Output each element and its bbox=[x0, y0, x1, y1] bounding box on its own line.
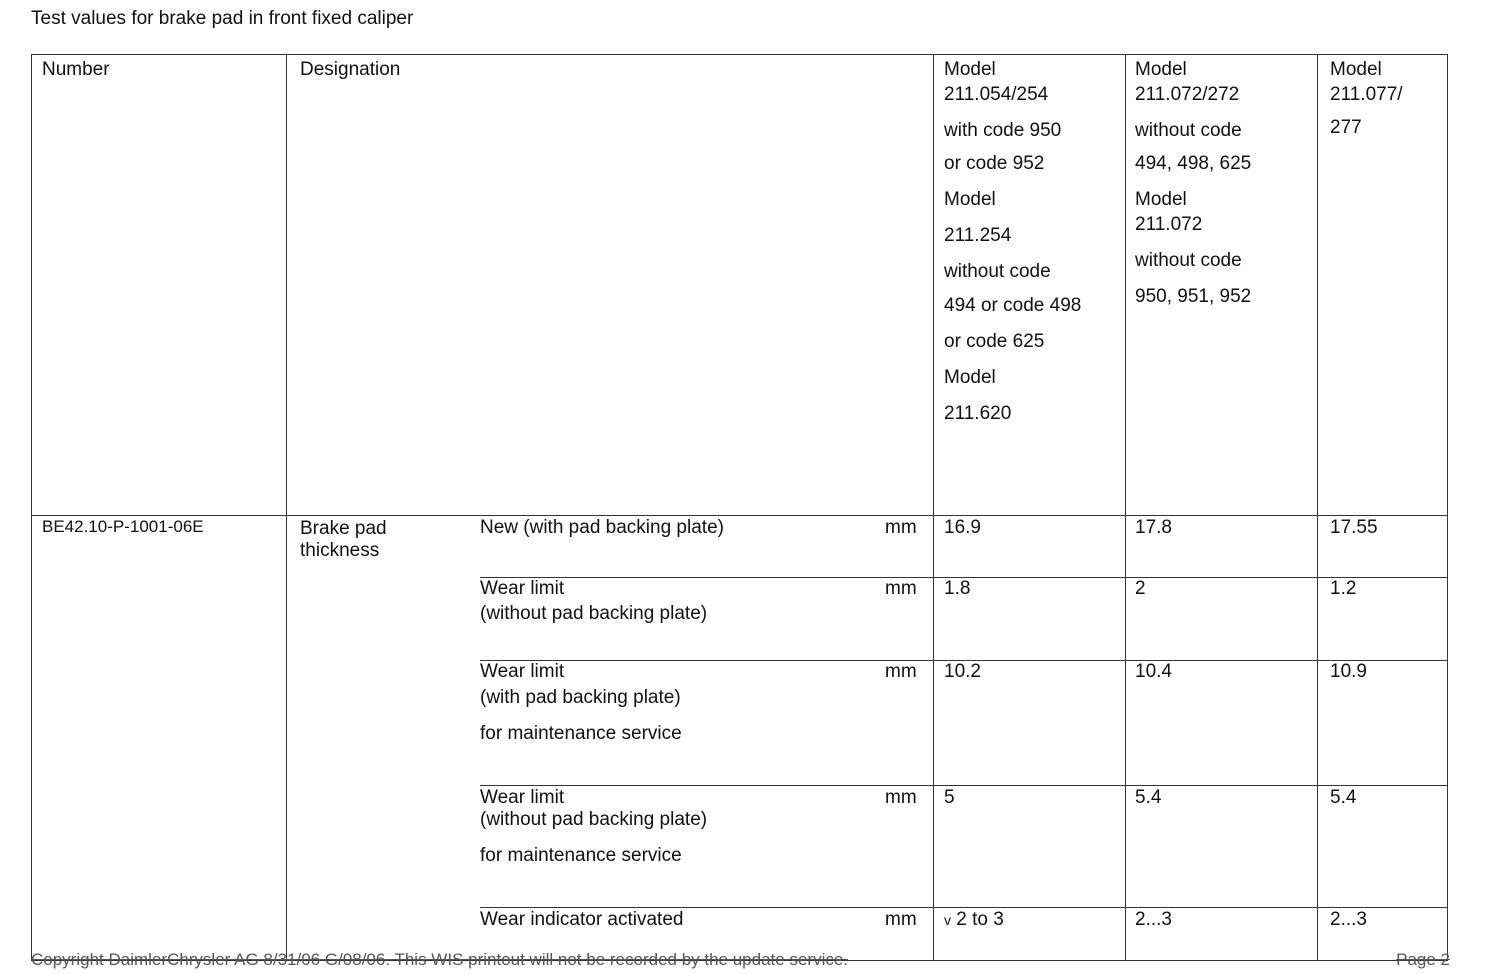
item-label: Wear limit bbox=[480, 787, 565, 808]
header-col2-line: Model bbox=[1135, 59, 1187, 80]
item-value: 2 to 3 bbox=[956, 909, 1004, 930]
header-col2-line: without code bbox=[1135, 120, 1242, 141]
header-number: Number bbox=[42, 59, 110, 80]
header-col1-line: 211.254 bbox=[944, 225, 1012, 246]
header-col1-line: with code 950 bbox=[944, 120, 1062, 141]
header-designation: Designation bbox=[300, 59, 401, 80]
item-value-4-1 bbox=[944, 909, 1004, 931]
row-designation-line: Brake pad bbox=[300, 518, 387, 539]
item-label: Wear indicator activated bbox=[480, 909, 684, 930]
item-unit: mm bbox=[885, 909, 917, 930]
item-value: 1.8 bbox=[944, 578, 971, 599]
item-value: 2...3 bbox=[1135, 909, 1172, 930]
item-label: (without pad backing plate) bbox=[480, 809, 708, 830]
header-col2-line: 211.072/272 bbox=[1135, 84, 1240, 105]
item-value: 5.4 bbox=[1330, 787, 1357, 808]
item-unit: mm bbox=[885, 578, 917, 599]
item-label: (without pad backing plate) bbox=[480, 603, 708, 624]
item-value: 10.9 bbox=[1330, 661, 1367, 682]
item-label: (with pad backing plate) bbox=[480, 687, 681, 708]
test-values-table bbox=[31, 54, 1448, 961]
row-divider-header bbox=[31, 515, 1448, 516]
header-col2-line: without code bbox=[1135, 250, 1242, 271]
item-unit: mm bbox=[885, 517, 917, 538]
item-value: 17.55 bbox=[1330, 517, 1378, 538]
item-value: 1.2 bbox=[1330, 578, 1357, 599]
header-col1-line: Model bbox=[944, 59, 996, 80]
item-unit: mm bbox=[885, 661, 917, 682]
col-divider-designation bbox=[933, 54, 934, 961]
item-value: 2 bbox=[1135, 578, 1146, 599]
header-col1-line: 211.054/254 bbox=[944, 84, 1049, 105]
page-title: Test values for brake pad in front fixed caliper bbox=[31, 8, 414, 29]
item-value: 5 bbox=[944, 787, 955, 808]
row-divider-4 bbox=[480, 907, 1448, 908]
header-col1-line: or code 952 bbox=[944, 153, 1045, 174]
item-unit: mm bbox=[885, 787, 917, 808]
item-value: 2...3 bbox=[1330, 909, 1367, 930]
col-divider-number bbox=[286, 54, 287, 961]
header-col3-line: Model bbox=[1330, 59, 1382, 80]
item-label: for maintenance service bbox=[480, 723, 682, 744]
item-label: Wear limit bbox=[480, 578, 565, 599]
header-col1-line: Model bbox=[944, 367, 996, 388]
row-number: BE42.10-P-1001-06E bbox=[42, 517, 204, 536]
row-divider-3 bbox=[480, 785, 1448, 786]
header-col2-line: 494, 498, 625 bbox=[1135, 153, 1252, 174]
header-col1-line: without code bbox=[944, 261, 1051, 282]
col-divider-model2 bbox=[1317, 54, 1318, 961]
header-col3-line: 277 bbox=[1330, 117, 1362, 138]
page-number: Page 2 bbox=[1396, 950, 1450, 969]
header-col3-line: 211.077/ bbox=[1330, 84, 1403, 105]
item-label: for maintenance service bbox=[480, 845, 682, 866]
row-designation-line: thickness bbox=[300, 540, 380, 561]
header-col2-line: Model bbox=[1135, 189, 1187, 210]
header-col2-line: 950, 951, 952 bbox=[1135, 286, 1252, 307]
header-col1-line: Model bbox=[944, 189, 996, 210]
item-value: 16.9 bbox=[944, 517, 981, 538]
item-label: Wear limit bbox=[480, 661, 565, 682]
copyright-footer: Copyright DaimlerChrysler AG 8/31/06 G/08/06. This WIS printout will not be recorded by the update service. bbox=[31, 950, 849, 969]
header-col1-line: or code 625 bbox=[944, 331, 1045, 352]
header-col1-line: 211.620 bbox=[944, 403, 1012, 424]
header-col1-line: 494 or code 498 bbox=[944, 295, 1082, 316]
item-value: 17.8 bbox=[1135, 517, 1172, 538]
less-or-equal-icon: v bbox=[944, 912, 951, 928]
item-value: 10.4 bbox=[1135, 661, 1172, 682]
col-divider-model1 bbox=[1125, 54, 1126, 961]
item-value: 5.4 bbox=[1135, 787, 1162, 808]
item-label: New (with pad backing plate) bbox=[480, 517, 724, 538]
header-col2-line: 211.072 bbox=[1135, 214, 1203, 235]
item-value: 10.2 bbox=[944, 661, 981, 682]
